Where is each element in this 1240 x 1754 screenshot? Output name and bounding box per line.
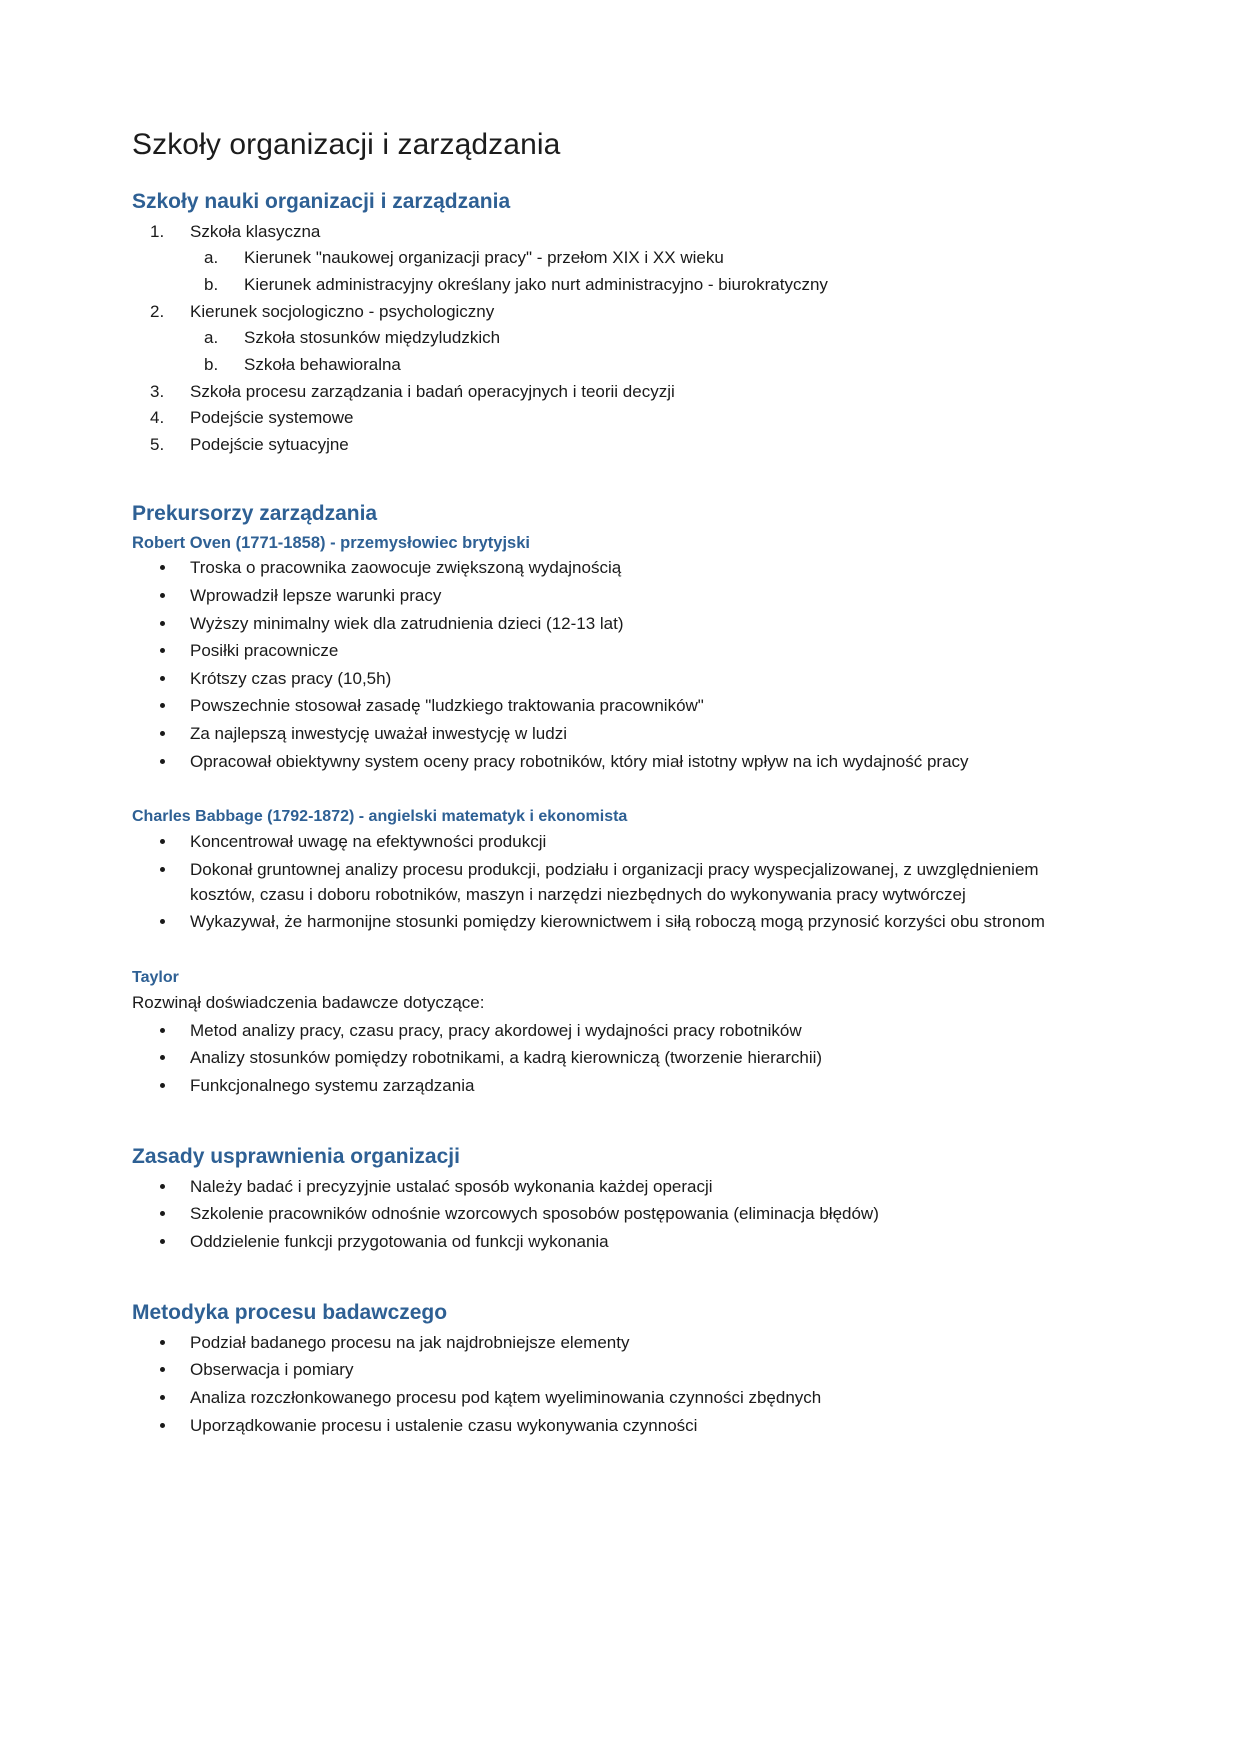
list-marker: 4. — [150, 408, 165, 428]
list-item — [132, 1202, 1090, 1227]
list-item — [132, 584, 1090, 609]
list-item — [132, 1074, 1090, 1099]
list-item — [132, 300, 1090, 325]
list-item-label: Szkoła procesu zarządzania i badań operacyjnych i teorii decyzji — [190, 381, 675, 401]
list-item-label: Szkoła behawioralna — [244, 354, 401, 374]
section-schools — [132, 189, 1090, 458]
list-item — [132, 1019, 1090, 1044]
bullet-icon — [160, 1184, 165, 1189]
list-item — [132, 380, 1090, 405]
list-item-label: Metod analizy pracy, czasu pracy, pracy akordowej i wydajności pracy robotników — [190, 1020, 802, 1040]
spacer — [132, 1102, 1090, 1144]
bullet-icon — [160, 1367, 165, 1372]
list-item-label: Koncentrował uwagę na efektywności produkcji — [190, 832, 547, 852]
bullet-icon — [160, 1395, 165, 1400]
list-item-label: Szkolenie pracowników odnośnie wzorcowych sposobów postępowania (eliminacja błędów) — [190, 1204, 879, 1224]
spacer — [132, 459, 1090, 501]
list-item-label: Opracował obiektywny system oceny pracy robotników, który miał istotny wpływ na ich wydajność pracy — [190, 751, 969, 771]
list-item — [132, 722, 1090, 747]
list-item — [132, 858, 1090, 907]
list-item-label: Za najlepszą inwestycję uważał inwestycję w ludzi — [190, 724, 567, 744]
section-heading-schools: Szkoły nauki organizacji i zarządzania — [132, 189, 511, 213]
bullet-icon — [160, 565, 165, 570]
list-marker: 3. — [150, 381, 165, 401]
taylor-intro: Rozwinął doświadczenia badawcze dotyczące: — [132, 992, 485, 1012]
babbage-bullets — [132, 830, 1090, 935]
list-item — [132, 667, 1090, 692]
list-item-label: Kierunek "naukowej organizacji pracy" - przełom XIX i XX wieku — [244, 248, 724, 268]
list-item-label: Funkcjonalnego systemu zarządzania — [190, 1075, 475, 1095]
list-item — [132, 1046, 1090, 1071]
list-item-label: Uporządkowanie procesu i ustalenie czasu wykonywania czynności — [190, 1415, 698, 1435]
taylor-bullets — [132, 1019, 1090, 1099]
subheading-babbage: Charles Babbage (1792-1872) - angielski matematyk i ekonomista — [132, 808, 628, 826]
bullet-icon — [160, 919, 165, 924]
methodology-bullets — [132, 1331, 1090, 1439]
list-item-label: Analizy stosunków pomiędzy robotnikami, a kadrą kierowniczą (tworzenie hierarchii) — [190, 1048, 823, 1068]
bullet-icon — [160, 593, 165, 598]
bullet-icon — [160, 676, 165, 681]
list-item-label: Posiłki pracownicze — [190, 641, 339, 661]
list-item — [132, 639, 1090, 664]
bullet-icon — [160, 621, 165, 626]
bullet-icon — [160, 759, 165, 764]
list-item — [132, 910, 1090, 935]
list-item-label: Powszechnie stosował zasadę "ludzkiego traktowania pracowników" — [190, 696, 704, 716]
subheading-owen: Robert Oven (1771-1858) - przemysłowiec brytyjski — [132, 533, 530, 552]
bullet-icon — [160, 1055, 165, 1060]
list-item-label: Dokonał gruntownej analizy procesu produkcji, podziału i organizacji pracy wyspecjalizowanej, z uwzględnieniem kosztów, czasu i doboru robotników, maszyn i narzędzi niezbędnych do wykonywania pracy wytwórczej — [190, 860, 1039, 904]
list-item-label: Podejście sytuacyjne — [190, 434, 349, 454]
list-item — [132, 353, 1090, 378]
section-principles — [132, 1144, 1090, 1255]
list-item — [132, 1230, 1090, 1255]
list-item — [132, 612, 1090, 637]
list-item — [132, 433, 1090, 458]
list-marker: 5. — [150, 434, 165, 454]
list-item-label: Podział badanego procesu na jak najdrobniejsze elementy — [190, 1332, 630, 1352]
bullet-icon — [160, 867, 165, 872]
bullet-icon — [160, 1211, 165, 1216]
subheading-taylor: Taylor — [132, 968, 179, 986]
list-item-label: Troska o pracownika zaowocuje zwiększoną wydajnością — [190, 558, 622, 578]
list-item-label: Oddzielenie funkcji przygotowania od funkcji wykonania — [190, 1231, 609, 1251]
list-item — [132, 830, 1090, 855]
bullet-icon — [160, 1340, 165, 1345]
list-item-label: Analiza rozczłonkowanego procesu pod kątem wyeliminowania czynności zbędnych — [190, 1388, 822, 1408]
list-item — [132, 273, 1090, 298]
list-marker: b. — [204, 274, 219, 294]
list-item-label: Szkoła klasyczna — [190, 221, 321, 241]
list-marker: a. — [204, 328, 219, 348]
spacer — [132, 777, 1090, 807]
bullet-icon — [160, 1239, 165, 1244]
bullet-icon — [160, 839, 165, 844]
principles-bullets — [132, 1175, 1090, 1255]
list-item-label: Wyższy minimalny wiek dla zatrudnienia dzieci (12-13 lat) — [190, 613, 624, 633]
list-item-label: Szkoła stosunków międzyludzkich — [244, 328, 501, 348]
bullet-icon — [160, 1028, 165, 1033]
list-item — [132, 220, 1090, 245]
list-item — [132, 326, 1090, 351]
section-heading-principles: Zasady usprawnienia organizacji — [132, 1144, 460, 1168]
list-item — [132, 556, 1090, 581]
list-item — [132, 750, 1090, 775]
list-item-label: Wprowadził lepsze warunki pracy — [190, 585, 442, 605]
section-heading-precursors: Prekursorzy zarządzania — [132, 502, 378, 526]
list-item — [132, 1414, 1090, 1439]
list-item-label: Wykazywał, że harmonijne stosunki pomiędzy kierownictwem i siłą roboczą mogą przynosić korzyści obu stronom — [190, 912, 1045, 932]
bullet-icon — [160, 703, 165, 708]
list-item-label: Podejście systemowe — [190, 408, 354, 428]
owen-bullets — [132, 556, 1090, 774]
list-item-label: Krótszy czas pracy (10,5h) — [190, 668, 392, 688]
list-item — [132, 1386, 1090, 1411]
spacer — [132, 938, 1090, 968]
list-item-label: Kierunek socjologiczno - psychologiczny — [190, 301, 495, 321]
list-marker: 1. — [150, 221, 165, 241]
list-marker: a. — [204, 248, 219, 268]
list-item-label: Kierunek administracyjny określany jako nurt administracyjno - biurokratyczny — [244, 274, 828, 294]
list-marker: 2. — [150, 301, 165, 321]
list-item — [132, 1175, 1090, 1200]
schools-list — [132, 220, 1090, 458]
spacer — [132, 1258, 1090, 1300]
list-item — [132, 1358, 1090, 1383]
list-item-label: Należy badać i precyzyjnie ustalać sposób wykonania każdej operacji — [190, 1176, 713, 1196]
section-heading-methodology: Metodyka procesu badawczego — [132, 1300, 448, 1324]
list-item — [132, 694, 1090, 719]
list-item — [132, 406, 1090, 431]
list-marker: b. — [204, 354, 219, 374]
list-item-label: Obserwacja i pomiary — [190, 1360, 354, 1380]
section-methodology — [132, 1300, 1090, 1439]
bullet-icon — [160, 1083, 165, 1088]
bullet-icon — [160, 731, 165, 736]
list-item — [132, 246, 1090, 271]
list-item — [132, 1331, 1090, 1356]
bullet-icon — [160, 1423, 165, 1428]
section-precursors — [132, 501, 1090, 1098]
bullet-icon — [160, 648, 165, 653]
page-title: Szkoły organizacji i zarządzania — [132, 128, 561, 161]
